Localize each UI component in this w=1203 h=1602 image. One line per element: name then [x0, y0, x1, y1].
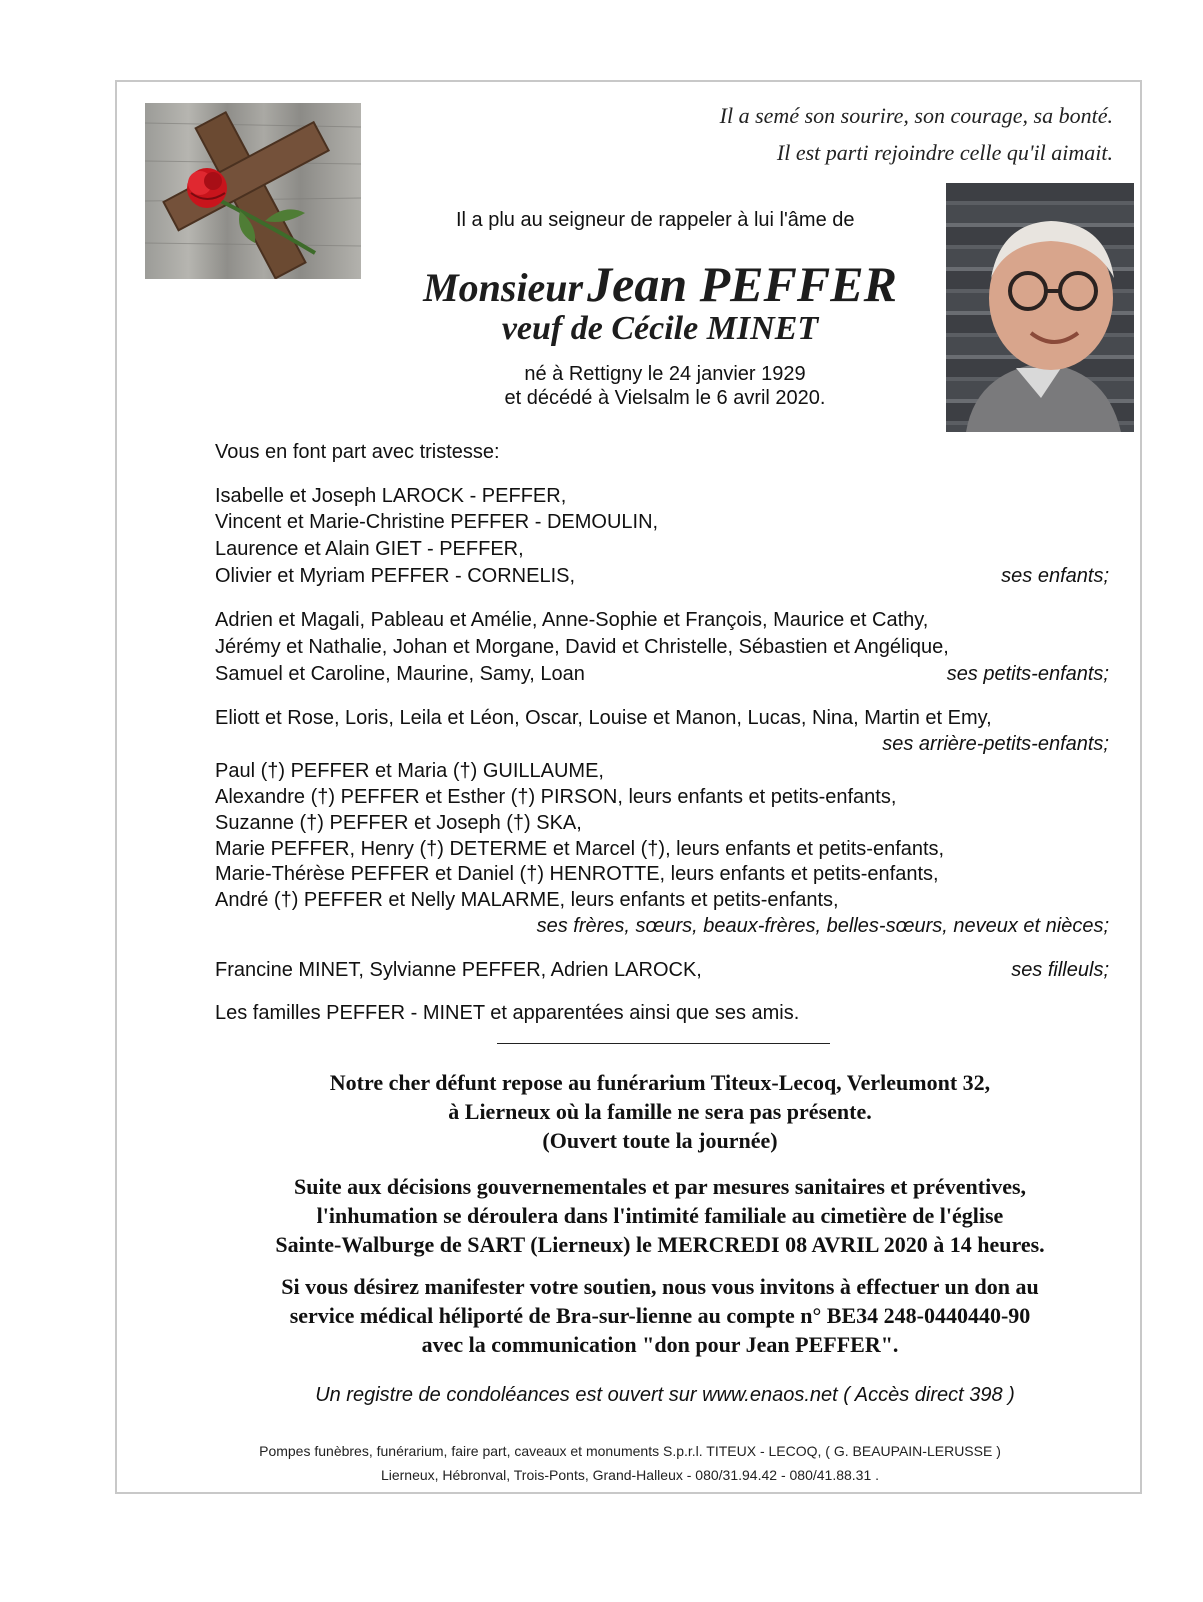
siblings-relation: ses frères, sœurs, beaux-frères, belles-sœurs, neveux et nièces;: [536, 915, 1109, 937]
epitaph-line-2: Il est parti rejoindre celle qu'il aimait.: [776, 140, 1113, 165]
donation-line: service médical héliporté de Bra-sur-lienne au compte n° BE34 248-0440440-90: [289, 1303, 1031, 1328]
child-line: Isabelle et Joseph LAROCK - PEFFER,: [215, 485, 567, 507]
epitaph-line-1: Il a semé son sourire, son courage, sa bonté.: [719, 103, 1113, 128]
funeral-home-contact: Lierneux, Hébronval, Trois-Ponts, Grand-Halleux - 080/31.94.42 - 080/41.88.31 .: [380, 1467, 880, 1483]
ceremony-info: [180, 1172, 1140, 1259]
birth-line: né à Rettigny le 24 janvier 1929: [524, 363, 806, 385]
funeral-home-line: Pompes funèbres, funérarium, faire part, caveaux et monuments S.p.r.l. TITEUX - LECOQ, ( G. BEAUPAIN-LERUSSE ): [259, 1443, 1001, 1459]
child-line: Laurence et Alain GIET - PEFFER,: [215, 538, 524, 560]
deceased-name: [300, 255, 1020, 313]
great-grandchild-line: Eliott et Rose, Loris, Leila et Léon, Oscar, Louise et Manon, Lucas, Nina, Martin et Emy,: [215, 707, 992, 729]
sibling-line: Suzanne (†) PEFFER et Joseph (†) SKA,: [215, 812, 582, 834]
funerarium-line: Notre cher défunt repose au funérarium Titeux-Lecoq, Verleumont 32,: [329, 1070, 991, 1095]
condolence-registry: Un registre de condoléances est ouvert sur www.enaos.net ( Accès direct 398 ): [315, 1384, 1015, 1406]
godchildren-line: Francine MINET, Sylvianne PEFFER, Adrien LAROCK,: [215, 959, 702, 981]
great-grandchildren-relation: ses arrière-petits-enfants;: [882, 733, 1109, 755]
intro-text: Il a plu au seigneur de rappeler à lui l'âme de: [456, 209, 855, 231]
cross-rose-icon: [145, 103, 361, 279]
donation-line: Si vous désirez manifester votre soutien, nous vous invitons à effectuer un don au: [281, 1274, 1039, 1299]
godchildren-relation: ses filleuls;: [1011, 959, 1109, 981]
grandchild-line: Adrien et Magali, Pableau et Amélie, Anne-Sophie et François, Maurice et Cathy,: [215, 609, 929, 631]
honorific: Monsieur: [423, 265, 584, 310]
widower-of: veuf de Cécile MINET: [501, 310, 819, 347]
sibling-line: André (†) PEFFER et Nelly MALARME, leurs enfants et petits-enfants,: [215, 889, 839, 911]
announcers-intro: Vous en font part avec tristesse:: [215, 441, 500, 463]
sibling-line: Paul (†) PEFFER et Maria (†) GUILLAUME,: [215, 760, 604, 782]
death-line: et décédé à Vielsalm le 6 avril 2020.: [504, 387, 826, 409]
divider: [497, 1043, 830, 1044]
donation-info: [180, 1272, 1140, 1359]
sibling-line: Alexandre (†) PEFFER et Esther (†) PIRSON, leurs enfants et petits-enfants,: [215, 786, 897, 808]
grandchildren-relation: ses petits-enfants;: [946, 663, 1109, 685]
life-dates: [440, 362, 890, 410]
families-line: Les familles PEFFER - MINET et apparentées ainsi que ses amis.: [215, 1002, 800, 1024]
funerarium-line: (Ouvert toute la journée): [542, 1128, 778, 1153]
child-line: Vincent et Marie-Christine PEFFER - DEMOULIN,: [215, 511, 659, 533]
sibling-line: Marie-Thérèse PEFFER et Daniel (†) HENROTTE, leurs enfants et petits-enfants,: [215, 863, 939, 885]
ceremony-line: l'inhumation se déroulera dans l'intimité familiale au cimetière de l'église: [316, 1203, 1004, 1228]
grandchild-line: Jérémy et Nathalie, Johan et Morgane, David et Christelle, Sébastien et Angélique,: [215, 636, 949, 658]
grandchild-line: Samuel et Caroline, Maurine, Samy, Loan: [215, 663, 585, 685]
funerarium-info: [180, 1068, 1140, 1155]
child-line: Olivier et Myriam PEFFER - CORNELIS,: [215, 565, 576, 587]
funerarium-line: à Lierneux où la famille ne sera pas présente.: [448, 1099, 872, 1124]
ceremony-line: Sainte-Walburge de SART (Lierneux) le MERCREDI 08 AVRIL 2020 à 14 heures.: [275, 1232, 1045, 1257]
children-relation: ses enfants;: [1001, 565, 1109, 587]
ceremony-line: Suite aux décisions gouvernementales et par mesures sanitaires et préventives,: [293, 1174, 1027, 1199]
full-name: Jean PEFFER: [587, 256, 897, 312]
sibling-line: Marie PEFFER, Henry (†) DETERME et Marcel (†), leurs enfants et petits-enfants,: [215, 838, 945, 860]
donation-line: avec la communication "don pour Jean PEFFER".: [421, 1332, 899, 1357]
